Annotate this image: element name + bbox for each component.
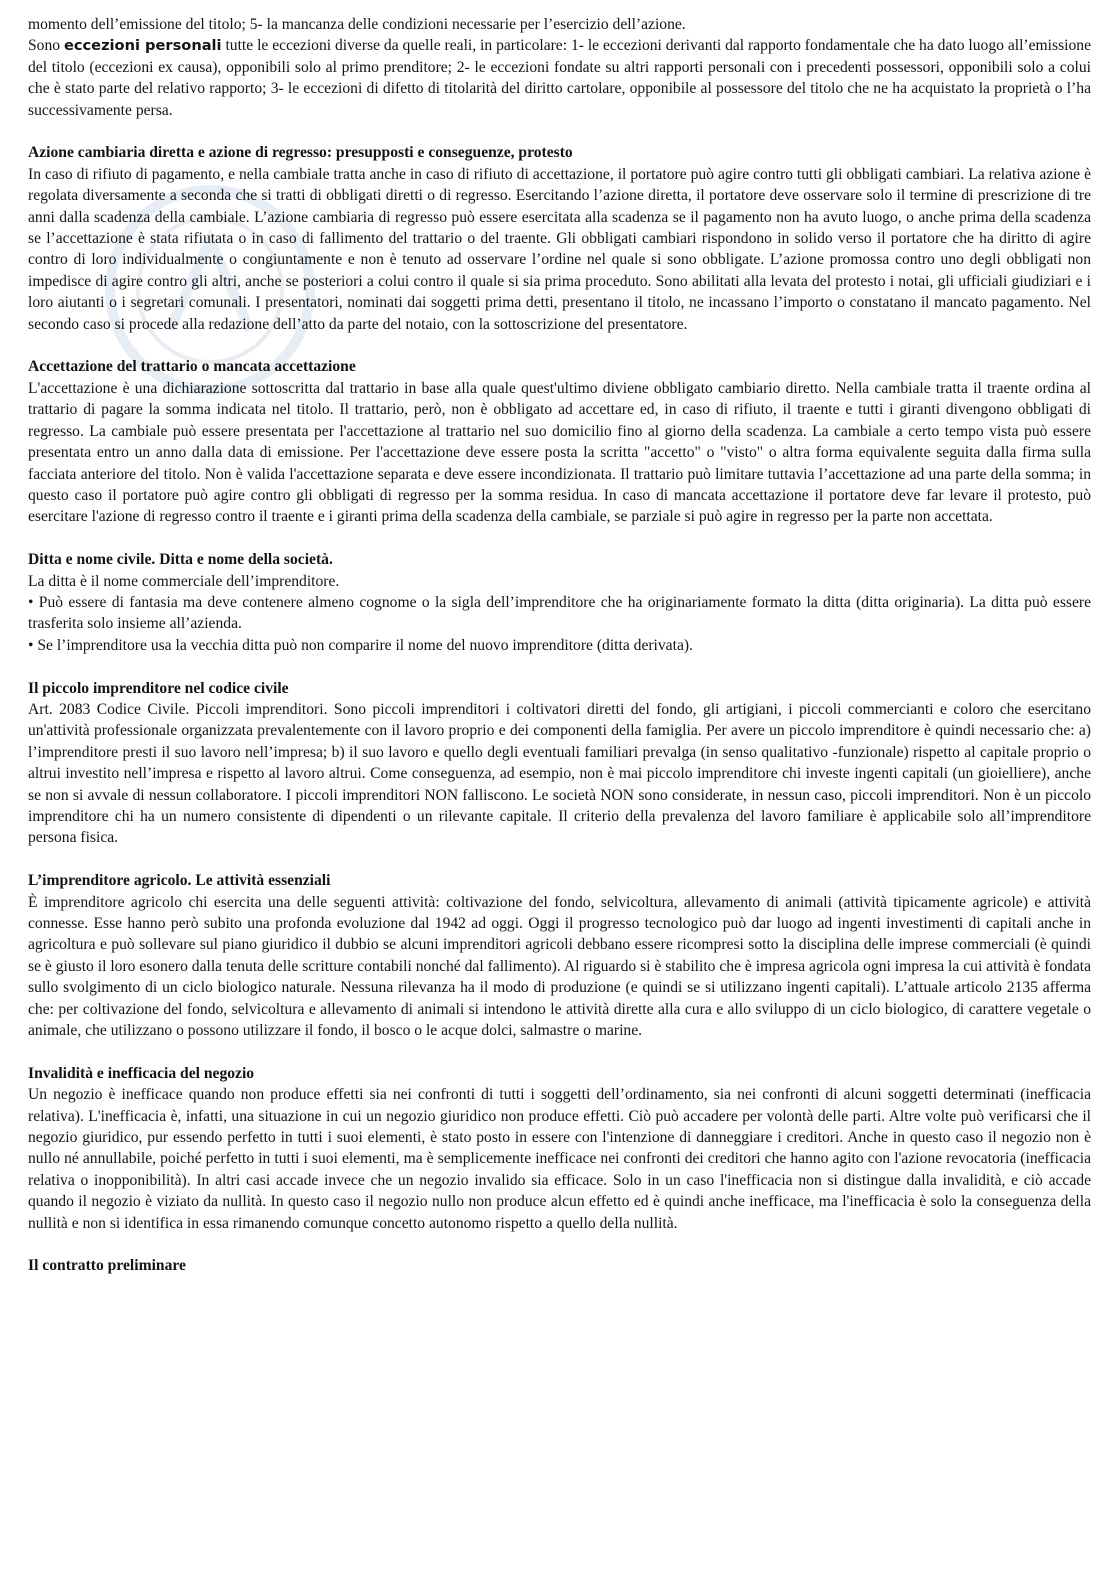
section-piccolo-imprenditore <box>28 678 1091 849</box>
section-heading: Il piccolo imprenditore nel codice civile <box>28 679 289 697</box>
section-imprenditore-agricolo <box>28 870 1091 1041</box>
section-body: Art. 2083 Codice Civile. Piccoli imprenditori. Sono piccoli imprenditori i coltivatori diretti del fondo, gli artigiani, i piccoli commercianti e coloro che esercitano un'attività professionale organizzata prevalentemente con il lavoro proprio e dei componenti della famiglia. Per avere un piccolo imprenditore è quindi necessario che: a) l’imprenditore presti il suo lavoro nell’impresa; b) il suo lavoro e quello degli eventuali familiari prevalga (in senso qualitativo -funzionale) rispetto al capitale proprio o altrui investito nell’impresa e rispetto al lavoro altrui. Come conseguenza, ad esempio, non è mai piccolo imprenditore chi investe ingenti capitali (un gioielliere), anche se non si avvale di nessun collaboratore. I piccoli imprenditori NON falliscono. Le società NON sono considerate, in nessun caso, piccoli imprenditori. Non è un piccolo imprenditore chi ha un numero consistente di dipendenti o un rilevante capitale. Il criterio della prevalenza del lavoro familiare è applicabile solo all’imprenditore persona fisica. <box>28 700 1091 847</box>
section-line: La ditta è il nome commerciale dell’imprenditore. <box>28 572 340 590</box>
section-accettazione <box>28 356 1091 527</box>
intro-paragraph <box>28 35 1091 121</box>
section-heading: Azione cambiaria diretta e azione di regresso: presupposti e conseguenze, protesto <box>28 144 573 162</box>
section-body: L'accettazione è una dichiarazione sottoscritta dal trattario in base alla quale quest'ultimo diviene obbligato cambiario diretto. Nella cambiale tratta il traente ordina al trattario di pagare la somma indicata nel titolo. Il trattario, però, non è obbligato ad accettare ed, in caso di rifiuto, il traente e tutti i giranti divengono obbligati di regresso. La cambiale può essere presentata per l'accettazione al trattario nel suo domicilio fino al giorno della scadenza. La cambiale a certo tempo vista può essere presentata entro un anno dalla data di emissione. Per l'accettazione deve essere posta la scritta "accetto" o "visto" o altra forma equivalente seguita dalla firma sulla facciata anteriore del titolo. Non è valida l'accettazione separata e deve essere incondizionata. Il trattario può limitare tuttavia l’accettazione ad una parte della somma; in questo caso il portatore può agire contro gli obbligati di regresso per la somma residua. In caso di mancata accettazione il portatore deve far levare il protesto, può esercitare l'azione di regresso contro il traente e i giranti prima della scadenza della cambiale, se parziale si può agire in regresso per la parte non accettata. <box>28 379 1091 526</box>
section-azione-cambiaria <box>28 142 1091 335</box>
section-invalidita <box>28 1063 1091 1234</box>
section-heading: Invalidità e inefficacia del negozio <box>28 1064 255 1082</box>
section-heading: L’imprenditore agricolo. Le attività essenziali <box>28 872 331 890</box>
section-body: Un negozio è inefficace quando non produce effetti sia nei confronti di tutti i soggetti dell’ordinamento, sia nei confronti di alcuni soggetti determinati (inefficacia relativa). L'inefficacia è, infatti, una situazione in cui un negozio giuridico non produce effetti. Ciò può accadere per volontà delle parti. Altre volte può verificarsi che il negozio giuridico, pur essendo perfetto in tutti i suoi elementi, è stato posto in essere con l'intenzione di danneggiare i creditori. Anche in questo caso il negozio non è nullo né annullabile, poiché perfetto in tutti i suoi elementi, ma è semplicemente inefficace nei confronti dei creditori che hanno agito con l'azione revocatoria (inefficacia relativa o inopponibilità). In altri casi accade invece che un negozio invalido sia efficace. Solo in un caso l'inefficacia non si distingue dalla invalidità, e ciò accade quando il negozio è viziato da nullità. In questo caso il negozio nullo non produce alcun effetto ed è quindi anche inefficace, ma l'inefficacia è solo la conseguenza della nullità e non si identifica in essa rimanendo comunque concetto autonomo rispetto a quello della nullità. <box>28 1086 1091 1232</box>
section-heading: Accettazione del trattario o mancata accettazione <box>28 358 356 376</box>
section-body: È imprenditore agricolo chi esercita una delle seguenti attività: coltivazione del fondo, selvicoltura, allevamento di animali (attività tipicamente agricole) e attività connesse. Esse hanno però subito una profonda evoluzione dal 1942 ad oggi. Oggi il progresso tecnologico può dar luogo ad ingenti investimenti di capitali anche in agricoltura e può sollevare sul piano giuridico il dubbio se alcuni imprenditori agricoli debbano essere ricompresi sotto la disciplina delle imprese commerciali (è quindi se è giusto il loro esonero dalla tenuta delle scritture contabili nonché dal fallimento). Al riguardo si è stabilito che è impresa agricola ogni impresa la cui attività è fondata sullo svolgimento di un ciclo biologico naturale. Nessuna rilevanza ha il modo di produzione (e quindi se si utilizzano ingenti capitali). L’attuale articolo 2135 afferma che: per coltivazione del fondo, selvicoltura e allevamento di animali si intendono le attività dirette alla cura e allo sviluppo di un ciclo biologico, di carattere vegetale o animale, che utilizzano o possono utilizzare il fondo, il bosco o le acque dolci, salmastre o marine. <box>28 893 1091 1040</box>
bullet-item: • Se l’imprenditore usa la vecchia ditta può non comparire il nome del nuovo imprenditore (ditta derivata). <box>28 636 693 654</box>
section-body: In caso di rifiuto di pagamento, e nella cambiale tratta anche in caso di rifiuto di accettazione, il portatore può agire contro tutti gli obbligati cambiari. La relativa azione è regolata diversamente a seconda che si tratti di obbligati diretti o di regresso. Esercitando l’azione diretta, il portatore deve osservare solo il termine di prescrizione di tre anni dalla scadenza della cambiale. L’azione cambiaria di regresso può essere esercitata alla scadenza se il pagamento non ha avuto luogo, o anche prima della scadenza se l’accettazione è stata rifiutata o in caso di fallimento del trattario o del traente. Gli obbligati cambiari rispondono in solido verso il portatore che ha diritto di agire contro di loro individualmente o congiuntamente e non è tenuto ad osservare l’ordine nel quale si sono obbligate. L’azione promossa contro uno degli obbligati non impedisce di agire contro gli altri, anche se posteriori a colui contro il quale si sia prima proceduto. Sono abilitati alla levata del protesto i notai, gli ufficiali giudiziari e i loro aiutanti o i segretari comunali. I presentatori, nominati dai soggetti prima detti, presentano il titolo, ne incassano l’importo o constatano il mancato pagamento. Nel secondo caso si procede alla redazione dell’atto da parte del notaio, con la sottoscrizione del presentatore. <box>28 165 1091 333</box>
document-page <box>28 14 1091 1277</box>
intro-paragraph-bold-term: eccezioni personali <box>63 37 222 55</box>
bullet-item: • Può essere di fantasia ma deve contenere almeno cognome o la sigla dell’imprenditore che ha originariamente formato la ditta (ditta originaria). La ditta può essere trasferita solo insieme all’azienda. <box>28 593 1091 633</box>
section-heading: Ditta e nome civile. Ditta e nome della società. <box>28 551 333 569</box>
intro-paragraph-start: Sono <box>28 37 64 55</box>
section-ditta <box>28 549 1091 656</box>
section-heading: Il contratto preliminare <box>28 1257 186 1275</box>
intro-line: momento dell’emissione del titolo; 5- la mancanza delle condizioni necessarie per l’esercizio dell’azione. <box>28 16 686 33</box>
intro-paragraph-rest: tutte le eccezioni diverse da quelle reali, in particolare: 1- le eccezioni derivanti dal rapporto fondamentale che ha dato luogo all’emissione del titolo (eccezioni ex causa), opponibili solo al primo prenditore; 2- le eccezioni fondate su altri rapporti personali con i precedenti possessori, opponibili solo a colui che è stato parte del relativo rapporto; 3- le eccezioni di difetto di titolarità del diritto cartolare, opponibile al possessore del titolo che ne ha acquistato la proprietà o l’ha successivamente persa. <box>28 37 1091 119</box>
section-contratto-preliminare <box>28 1255 1091 1276</box>
